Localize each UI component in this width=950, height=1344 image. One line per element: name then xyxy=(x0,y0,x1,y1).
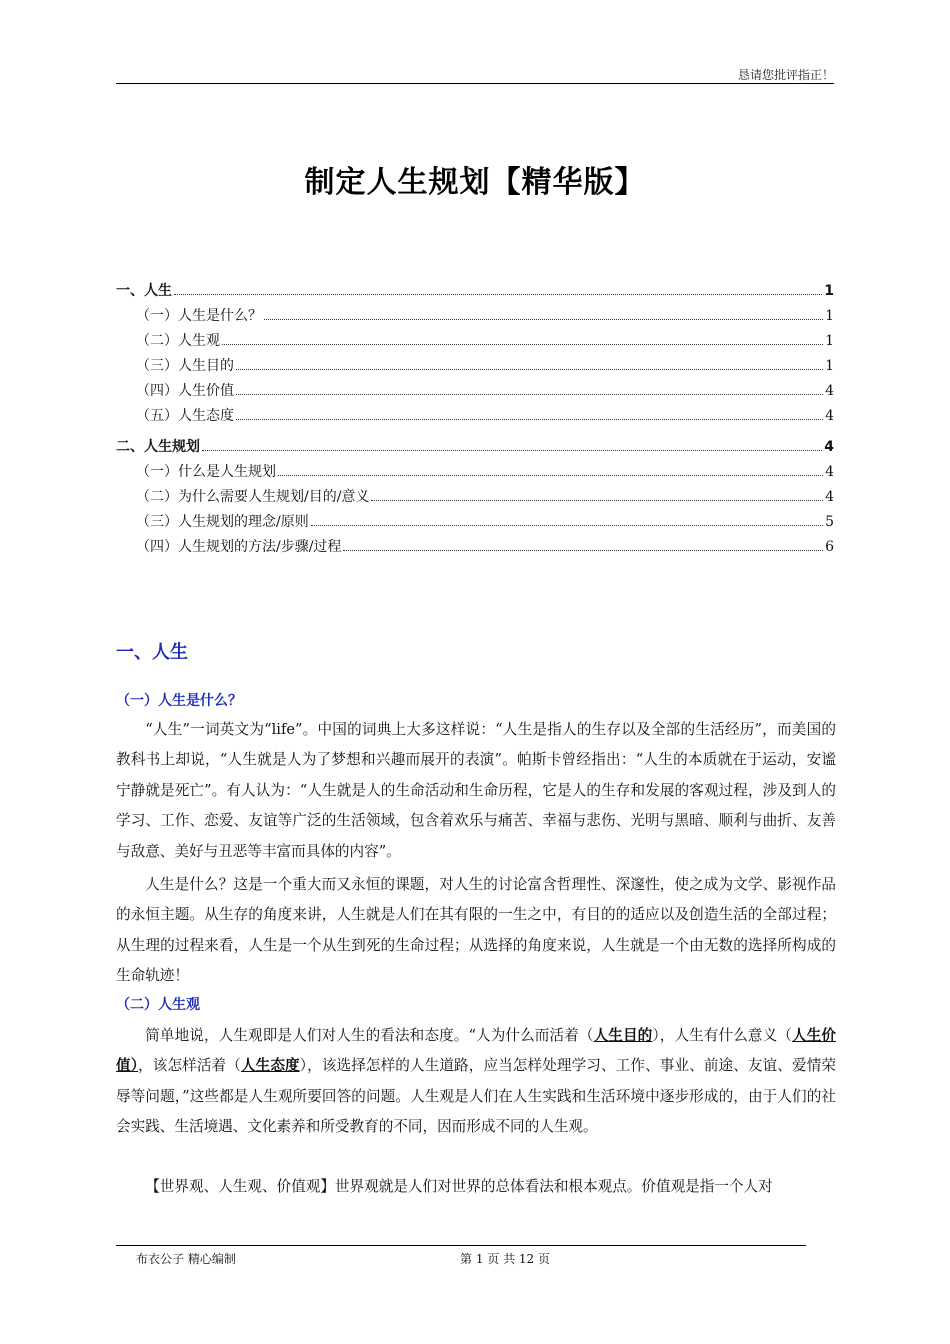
footer-author: 布衣公子 精心编制 xyxy=(136,1252,236,1266)
section-heading: 一、人生 xyxy=(116,642,188,663)
header-divider xyxy=(116,83,834,84)
toc-entry-section-2[interactable] xyxy=(116,436,834,461)
toc-label: （二）为什么需要人生规划/目的/意义 xyxy=(136,489,370,505)
toc-leader xyxy=(222,344,823,345)
toc-entry[interactable] xyxy=(116,380,834,405)
link-life-purpose[interactable]: 人生目的 xyxy=(593,1026,653,1044)
page-header: 恳请您批评指正！ xyxy=(737,68,834,82)
link-life-value[interactable]: 人生价值） xyxy=(116,1026,836,1075)
toc-leader xyxy=(174,294,822,295)
toc-page-number: 4 xyxy=(825,383,834,399)
body-paragraph xyxy=(116,1021,836,1143)
paragraph-text: ，该怎样活着（ xyxy=(138,1057,241,1075)
toc-label: （二）人生观 xyxy=(136,333,220,349)
toc-page-number: 6 xyxy=(825,539,834,555)
subsection-heading: （一）人生是什么？ xyxy=(116,693,242,709)
paragraph-text: ），人生有什么意义（ xyxy=(652,1026,792,1044)
toc-label: （四）人生价值 xyxy=(136,383,234,399)
toc-leader xyxy=(236,369,823,370)
toc-label: （一）什么是人生规划 xyxy=(136,464,276,480)
body-paragraph: “人生”一词英文为“life”。中国的词典上大多这样说：“人生是指人的生存以及全部的生活经历”，而美国的教科书上却说，“人生就是人为了梦想和兴趣而展开的表演”。帕斯卡曾经指出：“人生的本质就在于运动，安谧宁静就是死亡”。有人认为：“人生就是人的生命活动和生命历程，它是人的生存和发展的客观过程，涉及到人的学习、工作、恋爱、友谊等广泛的生活领域，包含着欢乐与痛苦、幸福与悲伤、光明与黑暗、顺利与曲折、友善与敌意、美好与丑恶等丰富而具体的内容”。 xyxy=(116,720,836,860)
toc-label: （三）人生目的 xyxy=(136,358,234,374)
toc-entry[interactable] xyxy=(116,355,834,380)
body-paragraph: 【世界观、人生观、价值观】世界观就是人们对世界的总体看法和根本观点。价值观是指一个人对 xyxy=(145,1177,773,1195)
toc-leader xyxy=(264,319,823,320)
toc-label: （三）人生规划的理念/原则 xyxy=(136,514,309,530)
toc-entry-section-1[interactable] xyxy=(116,280,834,305)
toc-page-number: 1 xyxy=(825,308,834,324)
body-paragraph: 人生是什么？这是一个重大而又永恒的课题，对人生的讨论富含哲理性、深邃性，使之成为文学、影视作品的永恒主题。从生存的角度来讲，人生就是人们在其有限的一生之中，有目的的适应以及创造生活的全部过程；从生理的过程来看，人生是一个从生到死的生命过程；从选择的角度来说，人生就是一个由无数的选择所构成的生命轨迹！ xyxy=(116,875,836,985)
table-of-contents xyxy=(116,280,834,561)
toc-entry[interactable] xyxy=(116,305,834,330)
toc-leader xyxy=(202,450,822,451)
paragraph-text: 简单地说，人生观即是人们对人生的看法和态度。“人为什么而活着（ xyxy=(145,1026,594,1044)
toc-entry[interactable] xyxy=(116,461,834,486)
toc-label: （五）人生态度 xyxy=(136,408,234,424)
toc-label: 二、人生规划 xyxy=(116,439,200,455)
subsection-heading: （二）人生观 xyxy=(116,997,200,1013)
toc-entry[interactable] xyxy=(116,511,834,536)
toc-leader xyxy=(236,394,823,395)
toc-entry[interactable] xyxy=(116,486,834,511)
toc-leader xyxy=(236,419,823,420)
toc-page-number: 4 xyxy=(825,408,834,424)
toc-label: 一、人生 xyxy=(116,283,172,299)
toc-page-number: 4 xyxy=(824,439,834,455)
footer-divider xyxy=(116,1245,806,1246)
toc-page-number: 1 xyxy=(825,358,834,374)
toc-page-number: 1 xyxy=(824,283,834,299)
toc-leader xyxy=(278,475,823,476)
toc-leader xyxy=(371,500,823,501)
toc-leader xyxy=(311,525,823,526)
paragraph-text: ），该选择怎样的人生道路，应当怎样处理学习、工作、事业、前途、友谊、爱情荣辱等问题，”这些都是人生观所要回答的问题。人生观是人们在人生实践和生活环境中逐步形成的，由于人们的社会实践、生活境遇、文化素养和所受教育的不同，因而形成不同的人生观。 xyxy=(116,1057,836,1136)
toc-label: （一）人生是什么？ xyxy=(136,308,262,324)
toc-entry[interactable] xyxy=(116,405,834,430)
document-title: 制定人生规划【精华版】 xyxy=(304,165,646,200)
toc-entry[interactable] xyxy=(116,536,834,561)
toc-page-number: 4 xyxy=(825,489,834,505)
toc-entry[interactable] xyxy=(116,330,834,355)
link-life-attitude[interactable]: 人生态度 xyxy=(240,1057,300,1075)
page-number: 第 1 页 共 12 页 xyxy=(460,1252,550,1266)
toc-page-number: 5 xyxy=(825,514,834,530)
toc-page-number: 4 xyxy=(825,464,834,480)
toc-label: （四）人生规划的方法/步骤/过程 xyxy=(136,539,342,555)
toc-page-number: 1 xyxy=(825,333,834,349)
toc-leader xyxy=(343,550,823,551)
